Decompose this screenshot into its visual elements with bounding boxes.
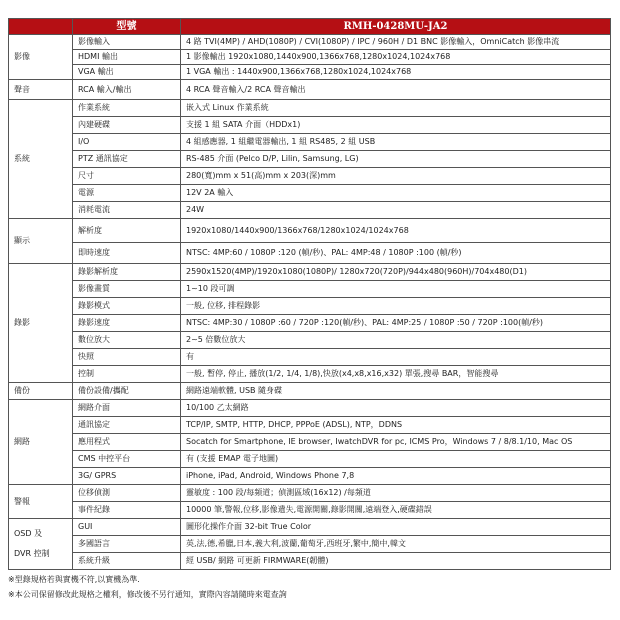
spec-value-cell: 一般, 位移, 排程錄影 xyxy=(181,298,611,315)
spec-row xyxy=(9,519,611,536)
spec-value-cell: NTSC: 4MP:60 / 1080P :120 (幀/秒)、PAL: 4MP:48 / 1080P :100 (幀/秒) xyxy=(181,243,611,264)
table-header-row xyxy=(9,19,611,35)
spec-item-cell: 錄影解析度 xyxy=(73,264,181,281)
spec-value-cell: 4 RCA 聲音輸入/2 RCA 聲音輸出 xyxy=(181,80,611,100)
spec-value-cell: 24W xyxy=(181,202,611,219)
spec-item-cell: 備份設備/攜配 xyxy=(73,383,181,400)
spec-row xyxy=(9,281,611,298)
spec-item-cell: 錄影模式 xyxy=(73,298,181,315)
spec-value-cell: iPhone, iPad, Android, Windows Phone 7,8 xyxy=(181,468,611,485)
spec-value-cell: 10/100 乙太網路 xyxy=(181,400,611,417)
spec-value-cell: 嵌入式 Linux 作業系統 xyxy=(181,100,611,117)
spec-item-cell: 通訊協定 xyxy=(73,417,181,434)
spec-row xyxy=(9,202,611,219)
spec-item-cell: 控制 xyxy=(73,366,181,383)
spec-item-cell: 電源 xyxy=(73,185,181,202)
spec-value-cell: Socatch for Smartphone, IE browser, IwatchDVR for pc, ICMS Pro，Windows 7 / 8/8.1/10, Mac OS xyxy=(181,434,611,451)
spec-row xyxy=(9,134,611,151)
spec-value-cell: 1 VGA 輸出 : 1440x900,1366x768,1280x1024,1024x768 xyxy=(181,65,611,80)
category-cell: 網路 xyxy=(9,400,73,485)
spec-item-cell: 即時速度 xyxy=(73,243,181,264)
spec-item-cell: PTZ 通訊協定 xyxy=(73,151,181,168)
spec-item-cell: 錄影速度 xyxy=(73,315,181,332)
category-cell: 聲音 xyxy=(9,80,73,100)
spec-row xyxy=(9,434,611,451)
spec-row xyxy=(9,298,611,315)
spec-table xyxy=(8,18,611,570)
spec-item-cell: 事件紀錄 xyxy=(73,502,181,519)
footnotes xyxy=(8,572,610,602)
spec-row xyxy=(9,366,611,383)
spec-value-cell: 經 USB/ 網路 可更新 FIRMWARE(韌體) xyxy=(181,553,611,570)
spec-item-cell: HDMI 輸出 xyxy=(73,50,181,65)
spec-item-cell: 尺寸 xyxy=(73,168,181,185)
spec-value-cell: 圖形化操作介面 32-bit True Color xyxy=(181,519,611,536)
spec-value-cell: TCP/IP, SMTP, HTTP, DHCP, PPPoE (ADSL), NTP，DDNS xyxy=(181,417,611,434)
category-cell: OSD 及 DVR 控制 xyxy=(9,519,73,570)
spec-row xyxy=(9,553,611,570)
spec-value-cell: 12V 2A 輸入 xyxy=(181,185,611,202)
spec-value-cell: 網路遠端軟體, USB 隨身碟 xyxy=(181,383,611,400)
spec-item-cell: CMS 中控平台 xyxy=(73,451,181,468)
spec-row xyxy=(9,117,611,134)
category-cell: 系統 xyxy=(9,100,73,219)
category-cell: 警報 xyxy=(9,485,73,519)
spec-value-cell: 有 xyxy=(181,349,611,366)
spec-row xyxy=(9,151,611,168)
spec-value-cell: 1920x1080/1440x900/1366x768/1280x1024/1024x768 xyxy=(181,219,611,243)
spec-row xyxy=(9,264,611,281)
spec-value-cell: 2~5 倍數位放大 xyxy=(181,332,611,349)
spec-value-cell: 一般, 暫停, 停止, 播放(1/2, 1/4, 1/8),快放(x4,x8,x16,x32) 單張,搜尋 BAR，智能搜尋 xyxy=(181,366,611,383)
spec-value-cell: 10000 筆,警報,位移,影像遺失,電源開關,錄影開關,遠端登入,硬碟錯誤 xyxy=(181,502,611,519)
spec-item-cell: 作業系統 xyxy=(73,100,181,117)
spec-item-cell: 網路介面 xyxy=(73,400,181,417)
spec-value-cell: RS-485 介面 (Pelco D/P, Lilin, Samsung, LG) xyxy=(181,151,611,168)
spec-item-cell: 解析度 xyxy=(73,219,181,243)
spec-row xyxy=(9,80,611,100)
spec-value-cell: 4 路 TVI(4MP) / AHD(1080P) / CVI(1080P) / IPC / 960H / D1 BNC 影像輸入，OmniCatch 影像串流 xyxy=(181,35,611,50)
spec-item-cell: 內建硬碟 xyxy=(73,117,181,134)
spec-item-cell: 快照 xyxy=(73,349,181,366)
spec-item-cell: I/O xyxy=(73,134,181,151)
spec-row xyxy=(9,485,611,502)
spec-value-cell: 1~10 段可調 xyxy=(181,281,611,298)
spec-row xyxy=(9,168,611,185)
spec-row xyxy=(9,451,611,468)
category-cell: 錄影 xyxy=(9,264,73,383)
spec-row xyxy=(9,50,611,65)
spec-row xyxy=(9,35,611,50)
spec-item-cell: 多國語言 xyxy=(73,536,181,553)
spec-row xyxy=(9,502,611,519)
spec-row xyxy=(9,219,611,243)
footnote: ※型錄規格若與實機不符,以實機為準. xyxy=(8,575,140,584)
spec-item-cell: 消耗電流 xyxy=(73,202,181,219)
spec-item-cell: 位移偵測 xyxy=(73,485,181,502)
spec-row xyxy=(9,468,611,485)
category-cell: 備份 xyxy=(9,383,73,400)
spec-row xyxy=(9,315,611,332)
spec-item-cell: 數位放大 xyxy=(73,332,181,349)
spec-item-cell: 影像畫質 xyxy=(73,281,181,298)
spec-row xyxy=(9,243,611,264)
spec-value-cell: 支援 1 組 SATA 介面（HDDx1) xyxy=(181,117,611,134)
spec-row xyxy=(9,100,611,117)
spec-item-cell: 系統升級 xyxy=(73,553,181,570)
spec-value-cell: 有 (支援 EMAP 電子地圖) xyxy=(181,451,611,468)
category-cell: 顯示 xyxy=(9,219,73,264)
spec-item-cell: 影像輸入 xyxy=(73,35,181,50)
spec-item-cell: VGA 輸出 xyxy=(73,65,181,80)
footnote: ※本公司保留修改此規格之權利，修改後不另行通知，實際內容請隨時來電查詢 xyxy=(8,590,287,599)
spec-row xyxy=(9,349,611,366)
spec-value-cell: 4 組感應器, 1 組繼電器輸出, 1 組 RS485, 2 組 USB xyxy=(181,134,611,151)
spec-row xyxy=(9,400,611,417)
model-value: RMH-0428MU-JA2 xyxy=(181,19,611,35)
spec-value-cell: 2590x1520(4MP)/1920x1080(1080P)/ 1280x720(720P)/944x480(960H)/704x480(D1) xyxy=(181,264,611,281)
category-cell: 影像 xyxy=(9,35,73,80)
spec-row xyxy=(9,185,611,202)
header-blank-cell xyxy=(9,19,73,35)
spec-row xyxy=(9,383,611,400)
spec-value-cell: NTSC: 4MP:30 / 1080P :60 / 720P :120(幀/秒)、PAL: 4MP:25 / 1080P :50 / 720P :100(幀/秒) xyxy=(181,315,611,332)
spec-value-cell: 靈敏度 : 100 段/每頻道；偵測區域(16x12) /每頻道 xyxy=(181,485,611,502)
spec-value-cell: 英,法,德,希臘,日本,義大利,波蘭,葡萄牙,西班牙,繁中,簡中,韓文 xyxy=(181,536,611,553)
spec-row xyxy=(9,536,611,553)
spec-value-cell: 1 影像輸出 1920x1080,1440x900,1366x768,1280x1024,1024x768 xyxy=(181,50,611,65)
spec-item-cell: RCA 輸入/輸出 xyxy=(73,80,181,100)
spec-row xyxy=(9,332,611,349)
spec-item-cell: GUI xyxy=(73,519,181,536)
spec-row xyxy=(9,417,611,434)
model-label: 型號 xyxy=(73,19,181,35)
spec-item-cell: 3G/ GPRS xyxy=(73,468,181,485)
spec-value-cell: 280(寬)mm x 51(高)mm x 203(深)mm xyxy=(181,168,611,185)
spec-row xyxy=(9,65,611,80)
spec-item-cell: 應用程式 xyxy=(73,434,181,451)
